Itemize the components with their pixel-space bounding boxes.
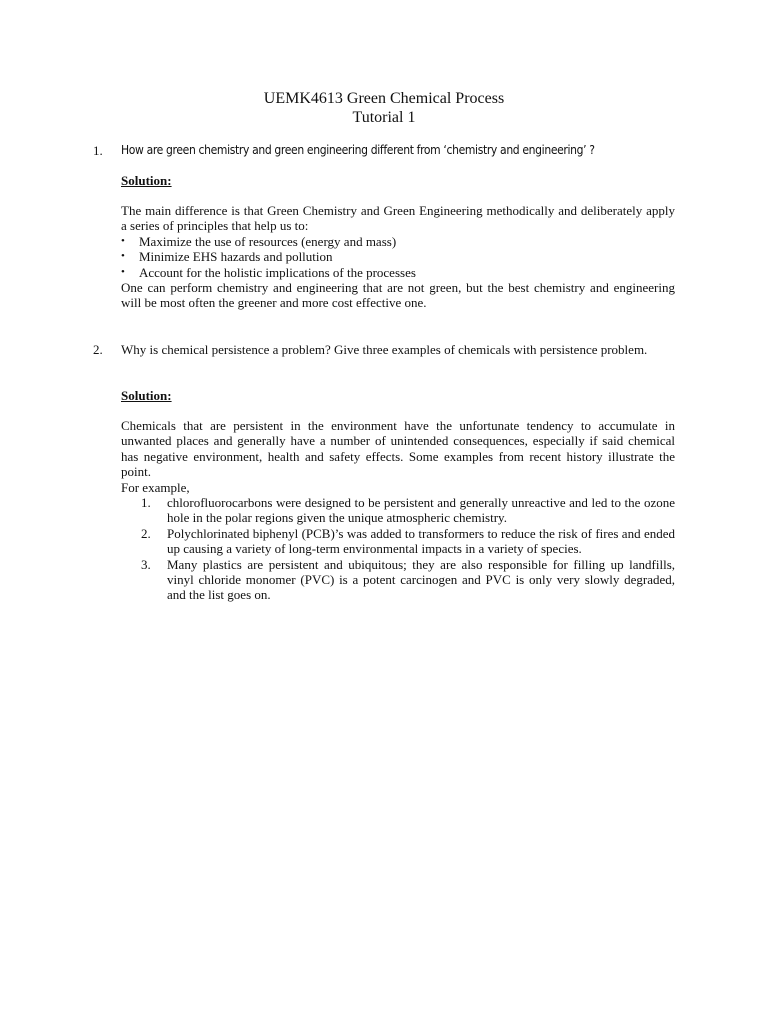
bullet-icon: • <box>121 265 125 278</box>
list-item <box>141 557 675 603</box>
bullet-text: Maximize the use of resources (energy and mass) <box>139 233 397 249</box>
list-item-text: chlorofluorocarbons were designed to be persistent and generally unreactive and led to the ozone hole in the polar regions given the unique atmospheric chemistry. <box>167 495 675 526</box>
list-item <box>141 526 675 557</box>
bullet-item <box>121 234 675 249</box>
bullet-icon: • <box>121 250 125 263</box>
bullet-item <box>121 265 675 280</box>
bullet-text: Minimize EHS hazards and pollution <box>139 249 333 265</box>
tutorial-title: Tutorial 1 <box>352 109 416 126</box>
question-2-intro: Chemicals that are persistent in the environment have the unfortunate tendency to accumulate in unwanted places and generally have a number of unintended consequences, especially if said chemical has negative environment, health and safety effects. Some examples from recent history illustrate the point. <box>121 418 675 480</box>
list-item-number: 1. <box>141 495 151 511</box>
bullet-item <box>121 249 675 264</box>
question-2-text: Why is chemical persistence a problem? Give three examples of chemicals with persistence problem. <box>121 342 648 357</box>
bullet-text: Account for the holistic implications of the processes <box>139 264 416 280</box>
question-2-lead: For example, <box>121 479 190 495</box>
question-1-number: 1. <box>93 143 103 158</box>
question-1-solution-label: Solution: <box>121 173 172 188</box>
question-1-intro: The main difference is that Green Chemistry and Green Engineering methodically and deliberately apply a series of principles that help us to: <box>121 203 675 234</box>
course-title: UEMK4613 Green Chemical Process <box>263 90 505 107</box>
question-2-answer <box>121 418 675 603</box>
list-item <box>141 495 675 526</box>
list-item-text: Polychlorinated biphenyl (PCB)’s was added to transformers to reduce the risk of fires and ended up causing a variety of long-term environmental impacts in a variety of species. <box>167 525 675 557</box>
list-item-number: 2. <box>141 525 151 541</box>
bullet-icon: • <box>121 234 125 247</box>
question-1-text: How are green chemistry and green engineering different from ‘chemistry and engineering’ ? <box>121 143 595 157</box>
examples-list <box>141 495 675 603</box>
question-2-solution-label: Solution: <box>121 388 172 403</box>
list-item-number: 3. <box>141 556 151 572</box>
list-item-text: Many plastics are persistent and ubiquitous; they are also responsible for filling up landfills, vinyl chloride monomer (PVC) is a potent carcinogen and PVC is only very slowly degraded, and the list goes on. <box>167 556 675 603</box>
question-2-number: 2. <box>93 342 103 357</box>
question-1-answer <box>121 203 675 311</box>
question-1-closing: One can perform chemistry and engineering that are not green, but the best chemistry and engineering will be most often the greener and more cost effective one. <box>121 280 675 311</box>
